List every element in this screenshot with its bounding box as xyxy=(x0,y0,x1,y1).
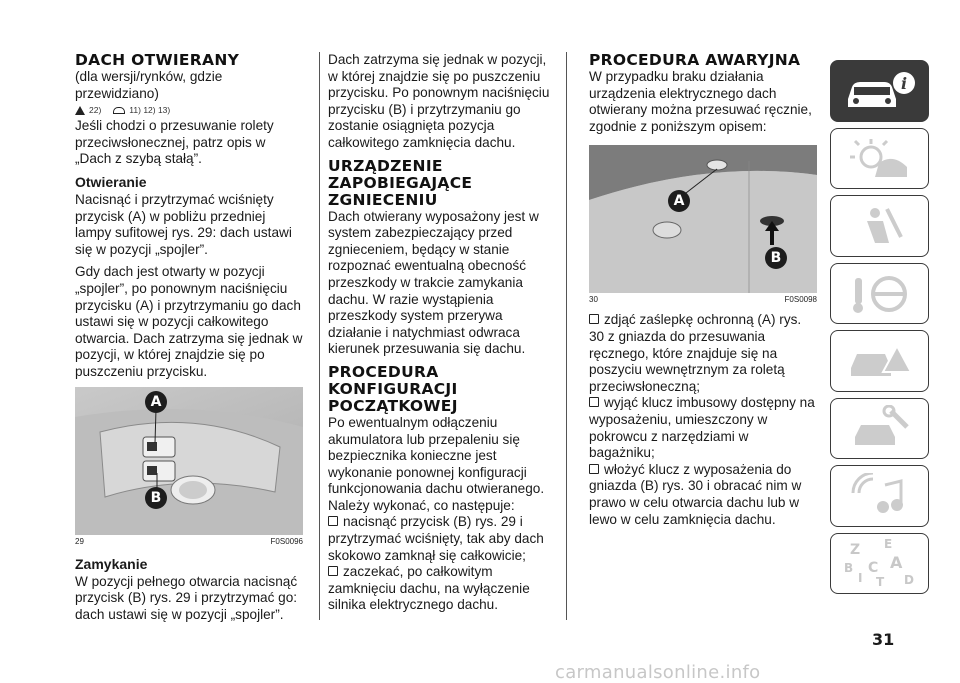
tab-starting-driving[interactable] xyxy=(830,263,929,325)
watermark-text: carmanualsonline.info xyxy=(555,662,761,683)
figure-code: F0S0096 xyxy=(270,536,303,546)
awaryjna-step-3: włożyć klucz z wyposażenia do gniazda (B) rys. 30 i obracać nim w prawo w celu otwarcia dachu lub w lewo w celu zamknięcia dachu. xyxy=(589,461,802,527)
column-divider-1 xyxy=(319,52,320,620)
figure-29-image xyxy=(75,387,303,535)
airbag-seat-icon xyxy=(845,203,915,249)
section-title: DACH OTWIERANY xyxy=(75,51,240,69)
tab-dashboard-lights[interactable] xyxy=(830,128,929,190)
svg-text:T: T xyxy=(875,575,884,589)
checkbox-bullet-icon xyxy=(589,314,599,324)
figure-code: F0S0098 xyxy=(784,295,817,305)
checkbox-bullet-icon xyxy=(328,566,338,576)
dashboard-lights-icon xyxy=(845,135,915,181)
subheading-otwieranie: Otwieranie xyxy=(75,173,147,190)
awaryjna-step-2: wyjąć klucz imbusowy dostępny na wyposażeniu, umieszczony w pokrowcu z narzędziami w bagażniku; xyxy=(589,395,815,461)
column-divider-2 xyxy=(566,52,567,620)
figure-30-caption xyxy=(589,295,817,304)
column-2 xyxy=(328,52,558,614)
svg-text:D: D xyxy=(903,573,914,588)
section-title-urzadzenie-3: ZGNIECENIU xyxy=(328,190,438,209)
tab-car-info[interactable] xyxy=(830,60,929,122)
subheading-zamykanie: Zamykanie xyxy=(75,555,148,572)
zamykanie-paragraph: W pozycji pełnego otwarcia nacisnąć przycisk (B) rys. 29 i przytrzymać go: dach ustawi się w pozycji „spojler”. xyxy=(75,573,298,622)
page-number: 31 xyxy=(872,630,895,649)
warning-triangle-icon xyxy=(75,106,85,115)
warning-refs xyxy=(75,102,303,118)
awaryjna-step-1: zdjąć zaślepkę ochronną (A) rys. 30 z gniazda do przesuwania ręcznego, które znajduje się na poszyciu wewnętrznym za roletą przeciwsłoneczną; xyxy=(589,312,802,394)
section-title-procedura-1: PROCEDURA xyxy=(328,362,439,381)
section-title-urzadzenie-2: ZAPOBIEGAJĄCE xyxy=(328,173,473,192)
roof-console-illustration xyxy=(75,387,303,535)
alphabet-index-icon xyxy=(840,538,920,588)
svg-text:Z: Z xyxy=(849,542,860,559)
car-info-icon xyxy=(840,69,920,113)
tab-emergency[interactable] xyxy=(830,330,929,392)
section-title-procedura-3: POCZĄTKOWEJ xyxy=(328,396,458,415)
figure-30-image xyxy=(589,145,817,293)
procedura-step-1: nacisnąć przycisk (B) rys. 29 i przytrzymać wciśnięty, tak aby dach skokowo zamknął się całkowicie; xyxy=(328,514,544,563)
tab-alphabetical-index[interactable] xyxy=(830,533,929,595)
info-hand-icon xyxy=(113,107,125,114)
figure-number: 29 xyxy=(75,536,84,546)
tab-safety[interactable] xyxy=(830,195,929,257)
otwieranie-paragraph-1: Nacisnąć i przytrzymać wciśnięty przycisk (A) w pobliżu przedniej lampy sufitowej rys. 29: dach ustawi się w pozycji „spojler”. xyxy=(75,191,292,257)
urzadzenie-paragraph: Dach otwierany wyposażony jest w system zabezpieczający przed zgnieceniem, będący w stanie rozpoznać ewentualną obecność przeszkody w trakcie zamykania dachu. W razie wystąpienia przeszkody system przerywa działanie i natychmiast odwraca kierunek przesuwania się dachu. xyxy=(328,208,539,357)
callout-a: A xyxy=(145,391,167,413)
svg-text:i: i xyxy=(900,73,907,93)
figure-number: 30 xyxy=(589,295,598,305)
figure-29-caption xyxy=(75,537,303,546)
section-title-procedura-2: KONFIGURACJI xyxy=(328,379,458,398)
svg-text:B: B xyxy=(843,561,853,576)
steering-key-icon xyxy=(845,270,915,316)
car-warning-icon xyxy=(845,338,915,384)
section-subtitle: (dla wersji/rynków, gdzie przewidziano) xyxy=(75,69,223,101)
svg-text:I: I xyxy=(857,571,862,586)
checkbox-bullet-icon xyxy=(589,464,599,474)
chapter-tabs xyxy=(830,60,929,600)
column-1 xyxy=(75,52,303,623)
checkbox-bullet-icon xyxy=(328,516,338,526)
media-music-icon xyxy=(845,473,915,519)
column-3 xyxy=(589,52,817,528)
callout-b: B xyxy=(145,487,167,509)
intro-text: Jeśli chodzi o przesuwanie rolety przeciwsłonecznej, patrz opis w „Dach z szybą stałą”. xyxy=(75,118,274,167)
section-title-urzadzenie-1: URZĄDZENIE xyxy=(328,156,443,175)
section-title-awaryjna: PROCEDURA AWARYJNA xyxy=(589,51,801,69)
svg-text:C: C xyxy=(867,560,878,577)
procedura-step-2: zaczekać, po całkowitym zamknięciu dachu, na wyłączenie silnika elektrycznego dachu. xyxy=(328,564,530,613)
roof-panel-illustration xyxy=(589,145,817,293)
checkbox-bullet-icon xyxy=(589,397,599,407)
tab-multimedia[interactable] xyxy=(830,465,929,527)
tab-maintenance[interactable] xyxy=(830,398,929,460)
warning-ref-a: 22) xyxy=(89,105,102,116)
continued-paragraph: Dach zatrzyma się jednak w pozycji, w której znajdzie się po puszczeniu przycisku. Po ponownym naciśnięciu przycisku (B) i przytrzymaniu go zostanie osiągnięta pozycja całkowitego zamknięcia dachu. xyxy=(328,52,550,150)
otwieranie-paragraph-2: Gdy dach jest otwarty w pozycji „spojler”, po ponownym naciśnięciu przycisku (A) i przytrzymaniu go dach ustawi się w pozycji całkowitego otwarcia. Dach zatrzyma się jednak w pozycji, w której znajdzie się po puszczeniu przycisku. xyxy=(75,264,303,379)
warning-ref-b: 11) 12) 13) xyxy=(129,105,171,116)
procedura-paragraph: Po ewentualnym odłączeniu akumulatora lub przepaleniu się bezpiecznika konieczne jest wykonanie ponownej konfiguracji funkcjonowania dachu otwieranego. Należy wykonać, co następuje: xyxy=(328,414,545,513)
awaryjna-intro: W przypadku braku działania urządzenia elektrycznego dach otwierany można przesuwać ręcznie, zgodnie z poniższym opisem: xyxy=(589,69,812,134)
callout-a: A xyxy=(668,190,690,212)
svg-text:E: E xyxy=(883,538,892,552)
svg-text:A: A xyxy=(889,553,902,573)
wrench-car-icon xyxy=(845,405,915,451)
callout-b: B xyxy=(765,247,787,269)
